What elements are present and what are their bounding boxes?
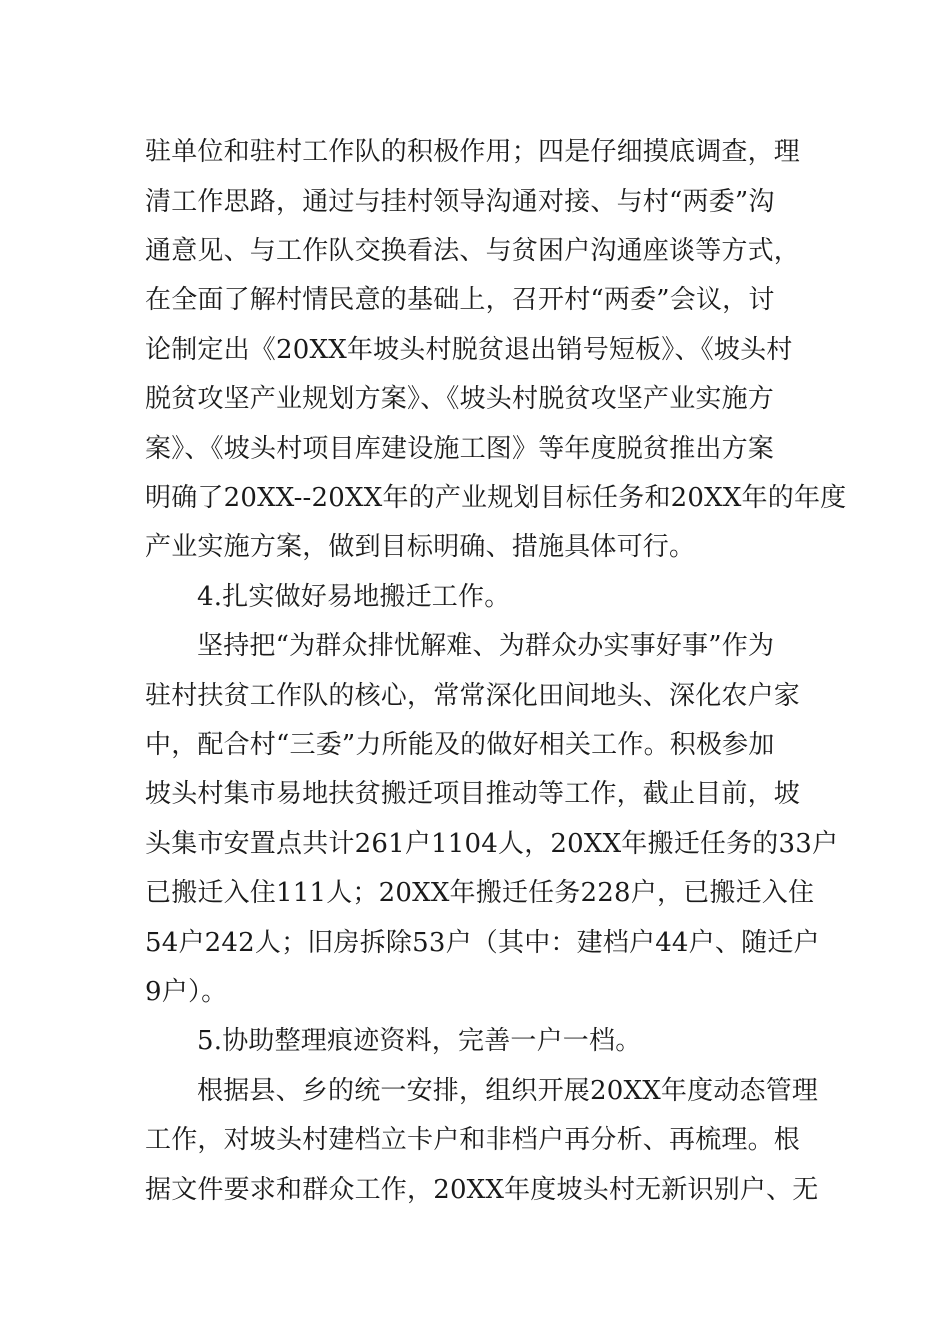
paragraph-line: 驻单位和驻村工作队的积极作用；四是仔细摸底调查，理 [145,137,801,167]
paragraph-line: 驻村扶贫工作队的核心，常常深化田间地头、深化农户家 [145,681,801,711]
paragraph-line: 脱贫攻坚产业规划方案》、《坡头村脱贫攻坚产业实施方 [145,384,775,414]
paragraph-line: 已搬迁入住111人；20XX年搬迁任务228户，已搬迁入住 [145,878,815,908]
paragraph-line: 54户242人；旧房拆除53户（其中：建档户44户、随迁户 [145,928,820,958]
paragraph-line: 清工作思路，通过与挂村领导沟通对接、与村“两委”沟 [145,187,775,217]
paragraph-line: 根据县、乡的统一安排，组织开展20XX年度动态管理 [197,1076,819,1106]
paragraph-line: 在全面了解村情民意的基础上，召开村“两委”会议，讨 [145,285,775,315]
paragraph-line: 通意见、与工作队交换看法、与贫困户沟通座谈等方式， [145,236,801,266]
paragraph-line: 中，配合村“三委”力所能及的做好相关工作。积极参加 [145,730,775,760]
paragraph-line: 工作，对坡头村建档立卡户和非档户再分析、再梳理。根 [145,1125,801,1155]
paragraph-line: 据文件要求和群众工作，20XX年度坡头村无新识别户、无 [145,1175,819,1205]
paragraph-line: 论制定出《20XX年坡头村脱贫退出销号短板》、《坡头村 [145,335,793,365]
paragraph-line: 坡头村集市易地扶贫搬迁项目推动等工作，截止目前，坡 [145,779,801,809]
paragraph-line: 明确了20XX--20XX年的产业规划目标任务和20XX年的年度 [145,483,847,513]
paragraph-line: 产业实施方案，做到目标明确、措施具体可行。 [145,532,696,562]
paragraph-line: 9户）。 [145,977,228,1007]
section-heading: 5.协助整理痕迹资料，完善一户一档。 [197,1026,642,1056]
paragraph-line: 头集市安置点共计261户1104人，20XX年搬迁任务的33户 [145,829,839,859]
section-heading: 4.扎实做好易地搬迁工作。 [197,582,511,612]
paragraph-line: 坚持把“为群众排忧解难、为群众办实事好事”作为 [197,631,775,661]
paragraph-line: 案》、《坡头村项目库建设施工图》等年度脱贫推出方案 [145,434,775,464]
